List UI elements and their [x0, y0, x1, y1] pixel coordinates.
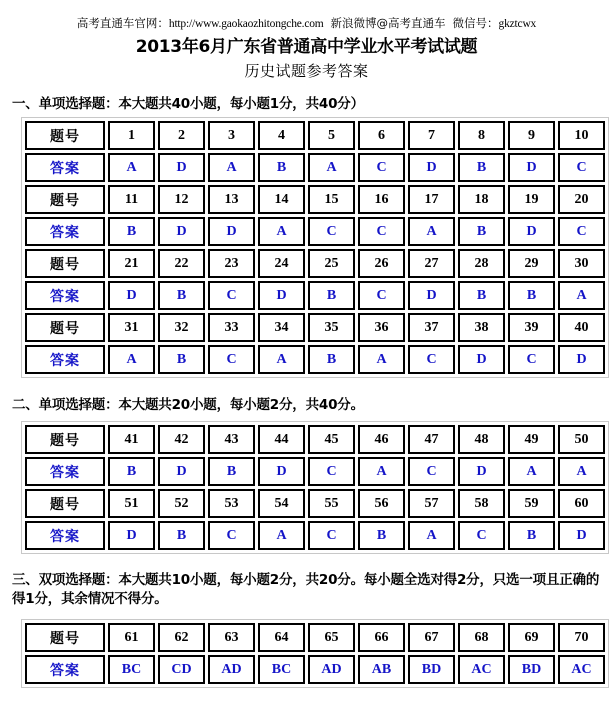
question-number-cell: 16: [358, 185, 405, 214]
question-number-cell: 53: [208, 489, 255, 518]
answer-cell: A: [108, 153, 155, 182]
question-number-cell: 32: [158, 313, 205, 342]
question-number-cell: 5: [308, 121, 355, 150]
answer-cell: D: [458, 457, 505, 486]
answer-cell: D: [558, 521, 605, 550]
answer-cell: C: [208, 281, 255, 310]
wechat-id: gkztcwx: [498, 18, 537, 30]
answer-cell: B: [158, 521, 205, 550]
question-number-cell: 49: [508, 425, 555, 454]
answer-cell: A: [358, 345, 405, 374]
question-number-cell: 37: [408, 313, 455, 342]
question-number-cell: 48: [458, 425, 505, 454]
question-number-cell: 52: [158, 489, 205, 518]
table-row: [25, 623, 605, 652]
table-row: [25, 345, 605, 374]
question-no-label: 题号: [25, 249, 105, 278]
question-number-cell: 59: [508, 489, 555, 518]
answer-cell: A: [408, 521, 455, 550]
answer-table-body-1: [25, 121, 605, 374]
answer-cell: D: [558, 345, 605, 374]
question-number-cell: 6: [358, 121, 405, 150]
question-number-cell: 22: [158, 249, 205, 278]
answer-cell: D: [158, 217, 205, 246]
question-number-cell: 14: [258, 185, 305, 214]
question-number-cell: 21: [108, 249, 155, 278]
answer-cell: B: [158, 281, 205, 310]
answer-cell: BD: [508, 655, 555, 684]
question-number-cell: 50: [558, 425, 605, 454]
table-row: [25, 217, 605, 246]
answer-label: 答案: [25, 153, 105, 182]
question-number-cell: 30: [558, 249, 605, 278]
answer-table-section-3: [21, 619, 609, 688]
answer-cell: B: [158, 345, 205, 374]
question-number-cell: 62: [158, 623, 205, 652]
table-row: [25, 313, 605, 342]
question-no-label: 题号: [25, 425, 105, 454]
answer-cell: C: [408, 457, 455, 486]
answer-cell: CD: [158, 655, 205, 684]
question-number-cell: 46: [358, 425, 405, 454]
question-number-cell: 40: [558, 313, 605, 342]
answer-cell: D: [408, 153, 455, 182]
question-number-cell: 43: [208, 425, 255, 454]
question-number-cell: 31: [108, 313, 155, 342]
question-number-cell: 26: [358, 249, 405, 278]
answer-cell: BC: [258, 655, 305, 684]
answer-cell: A: [108, 345, 155, 374]
question-number-cell: 47: [408, 425, 455, 454]
answer-cell: C: [508, 345, 555, 374]
question-number-cell: 7: [408, 121, 455, 150]
question-number-cell: 36: [358, 313, 405, 342]
answer-cell: A: [408, 217, 455, 246]
answer-cell: C: [358, 217, 405, 246]
question-number-cell: 13: [208, 185, 255, 214]
question-no-label: 题号: [25, 489, 105, 518]
question-number-cell: 39: [508, 313, 555, 342]
answer-cell: D: [258, 281, 305, 310]
answer-cell: B: [108, 217, 155, 246]
question-number-cell: 60: [558, 489, 605, 518]
answer-cell: A: [258, 345, 305, 374]
weibo-handle: 新浪微博@高考直通车: [330, 16, 446, 30]
answer-cell: AC: [558, 655, 605, 684]
question-number-cell: 67: [408, 623, 455, 652]
question-number-cell: 17: [408, 185, 455, 214]
question-number-cell: 2: [158, 121, 205, 150]
question-number-cell: 69: [508, 623, 555, 652]
question-number-cell: 58: [458, 489, 505, 518]
answer-cell: AD: [308, 655, 355, 684]
answer-cell: B: [208, 457, 255, 486]
answer-table-section-1: [21, 117, 609, 378]
question-number-cell: 10: [558, 121, 605, 150]
answer-cell: B: [458, 217, 505, 246]
section-heading-3: 三、双项选择题：本大题共10小题，每小题2分，共20分。每小题全选对得2分，只选一项且正确的得1分，其余情况不得分。: [12, 572, 600, 607]
question-number-cell: 18: [458, 185, 505, 214]
answer-cell: B: [308, 345, 355, 374]
table-row: [25, 489, 605, 518]
answer-cell: D: [508, 153, 555, 182]
table-row: [25, 425, 605, 454]
site-banner: [0, 16, 613, 31]
site-label: 高考直通车官网：: [76, 16, 169, 30]
question-number-cell: 44: [258, 425, 305, 454]
question-number-cell: 64: [258, 623, 305, 652]
answer-cell: D: [158, 457, 205, 486]
question-number-cell: 63: [208, 623, 255, 652]
question-number-cell: 9: [508, 121, 555, 150]
question-number-cell: 11: [108, 185, 155, 214]
answer-cell: C: [308, 217, 355, 246]
answer-cell: A: [208, 153, 255, 182]
question-number-cell: 29: [508, 249, 555, 278]
answer-cell: C: [458, 521, 505, 550]
table-row: [25, 281, 605, 310]
answer-cell: B: [258, 153, 305, 182]
table-row: [25, 521, 605, 550]
answer-cell: A: [258, 521, 305, 550]
question-no-label: 题号: [25, 313, 105, 342]
answer-label: 答案: [25, 457, 105, 486]
answer-cell: C: [208, 345, 255, 374]
question-number-cell: 66: [358, 623, 405, 652]
table-row: [25, 185, 605, 214]
answer-label: 答案: [25, 655, 105, 684]
question-number-cell: 34: [258, 313, 305, 342]
answer-cell: BC: [108, 655, 155, 684]
question-number-cell: 28: [458, 249, 505, 278]
question-number-cell: 65: [308, 623, 355, 652]
answer-label: 答案: [25, 521, 105, 550]
question-number-cell: 57: [408, 489, 455, 518]
answer-cell: C: [558, 153, 605, 182]
answer-cell: B: [508, 281, 555, 310]
question-number-cell: 33: [208, 313, 255, 342]
question-number-cell: 4: [258, 121, 305, 150]
question-number-cell: 38: [458, 313, 505, 342]
answer-cell: A: [558, 281, 605, 310]
answer-cell: AC: [458, 655, 505, 684]
question-number-cell: 1: [108, 121, 155, 150]
question-number-cell: 20: [558, 185, 605, 214]
answer-cell: A: [258, 217, 305, 246]
question-number-cell: 3: [208, 121, 255, 150]
answer-cell: BD: [408, 655, 455, 684]
table-row: [25, 457, 605, 486]
answer-cell: B: [108, 457, 155, 486]
question-number-cell: 12: [158, 185, 205, 214]
answer-cell: C: [358, 153, 405, 182]
table-row: [25, 153, 605, 182]
question-number-cell: 45: [308, 425, 355, 454]
answer-cell: A: [558, 457, 605, 486]
question-number-cell: 15: [308, 185, 355, 214]
question-number-cell: 35: [308, 313, 355, 342]
question-number-cell: 8: [458, 121, 505, 150]
answer-cell: C: [308, 457, 355, 486]
answer-cell: AB: [358, 655, 405, 684]
answer-table-body-2: [25, 425, 605, 550]
question-number-cell: 23: [208, 249, 255, 278]
question-number-cell: 25: [308, 249, 355, 278]
answer-cell: B: [308, 281, 355, 310]
answer-cell: D: [108, 281, 155, 310]
question-no-label: 题号: [25, 185, 105, 214]
answer-cell: D: [258, 457, 305, 486]
answer-cell: B: [458, 153, 505, 182]
section-heading-2: 二、单项选择题：本大题共20小题，每小题2分，共40分。: [12, 397, 364, 413]
site-url: http://www.gaokaozhitongche.com: [168, 18, 324, 30]
answer-cell: C: [308, 521, 355, 550]
question-number-cell: 68: [458, 623, 505, 652]
answer-cell: A: [308, 153, 355, 182]
answer-cell: D: [508, 217, 555, 246]
question-number-cell: 27: [408, 249, 455, 278]
answer-table-body-3: [25, 623, 605, 684]
answer-cell: AD: [208, 655, 255, 684]
table-row: [25, 655, 605, 684]
answer-cell: D: [108, 521, 155, 550]
question-number-cell: 61: [108, 623, 155, 652]
question-number-cell: 54: [258, 489, 305, 518]
answer-cell: A: [508, 457, 555, 486]
answer-cell: D: [408, 281, 455, 310]
section-heading-1: 一、单项选择题：本大题共40小题，每小题1分，共40分）: [12, 96, 364, 112]
answer-cell: B: [358, 521, 405, 550]
answer-cell: B: [508, 521, 555, 550]
wechat-label: 微信号：: [452, 16, 499, 30]
answer-cell: A: [358, 457, 405, 486]
table-row: [25, 121, 605, 150]
answer-table-section-2: [21, 421, 609, 554]
answer-cell: B: [458, 281, 505, 310]
answer-label: 答案: [25, 217, 105, 246]
question-number-cell: 42: [158, 425, 205, 454]
answer-cell: D: [158, 153, 205, 182]
answer-label: 答案: [25, 281, 105, 310]
answer-cell: C: [208, 521, 255, 550]
question-number-cell: 70: [558, 623, 605, 652]
question-number-cell: 51: [108, 489, 155, 518]
question-number-cell: 19: [508, 185, 555, 214]
question-number-cell: 55: [308, 489, 355, 518]
answer-cell: D: [208, 217, 255, 246]
answer-cell: D: [458, 345, 505, 374]
answer-cell: C: [358, 281, 405, 310]
question-number-cell: 56: [358, 489, 405, 518]
question-no-label: 题号: [25, 121, 105, 150]
question-no-label: 题号: [25, 623, 105, 652]
table-row: [25, 249, 605, 278]
question-number-cell: 41: [108, 425, 155, 454]
question-number-cell: 24: [258, 249, 305, 278]
page-title: 2013年6月广东省普通高中学业水平考试试题: [135, 37, 478, 57]
answer-label: 答案: [25, 345, 105, 374]
answer-cell: C: [408, 345, 455, 374]
answer-cell: C: [558, 217, 605, 246]
page-subtitle: 历史试题参考答案: [244, 62, 369, 80]
